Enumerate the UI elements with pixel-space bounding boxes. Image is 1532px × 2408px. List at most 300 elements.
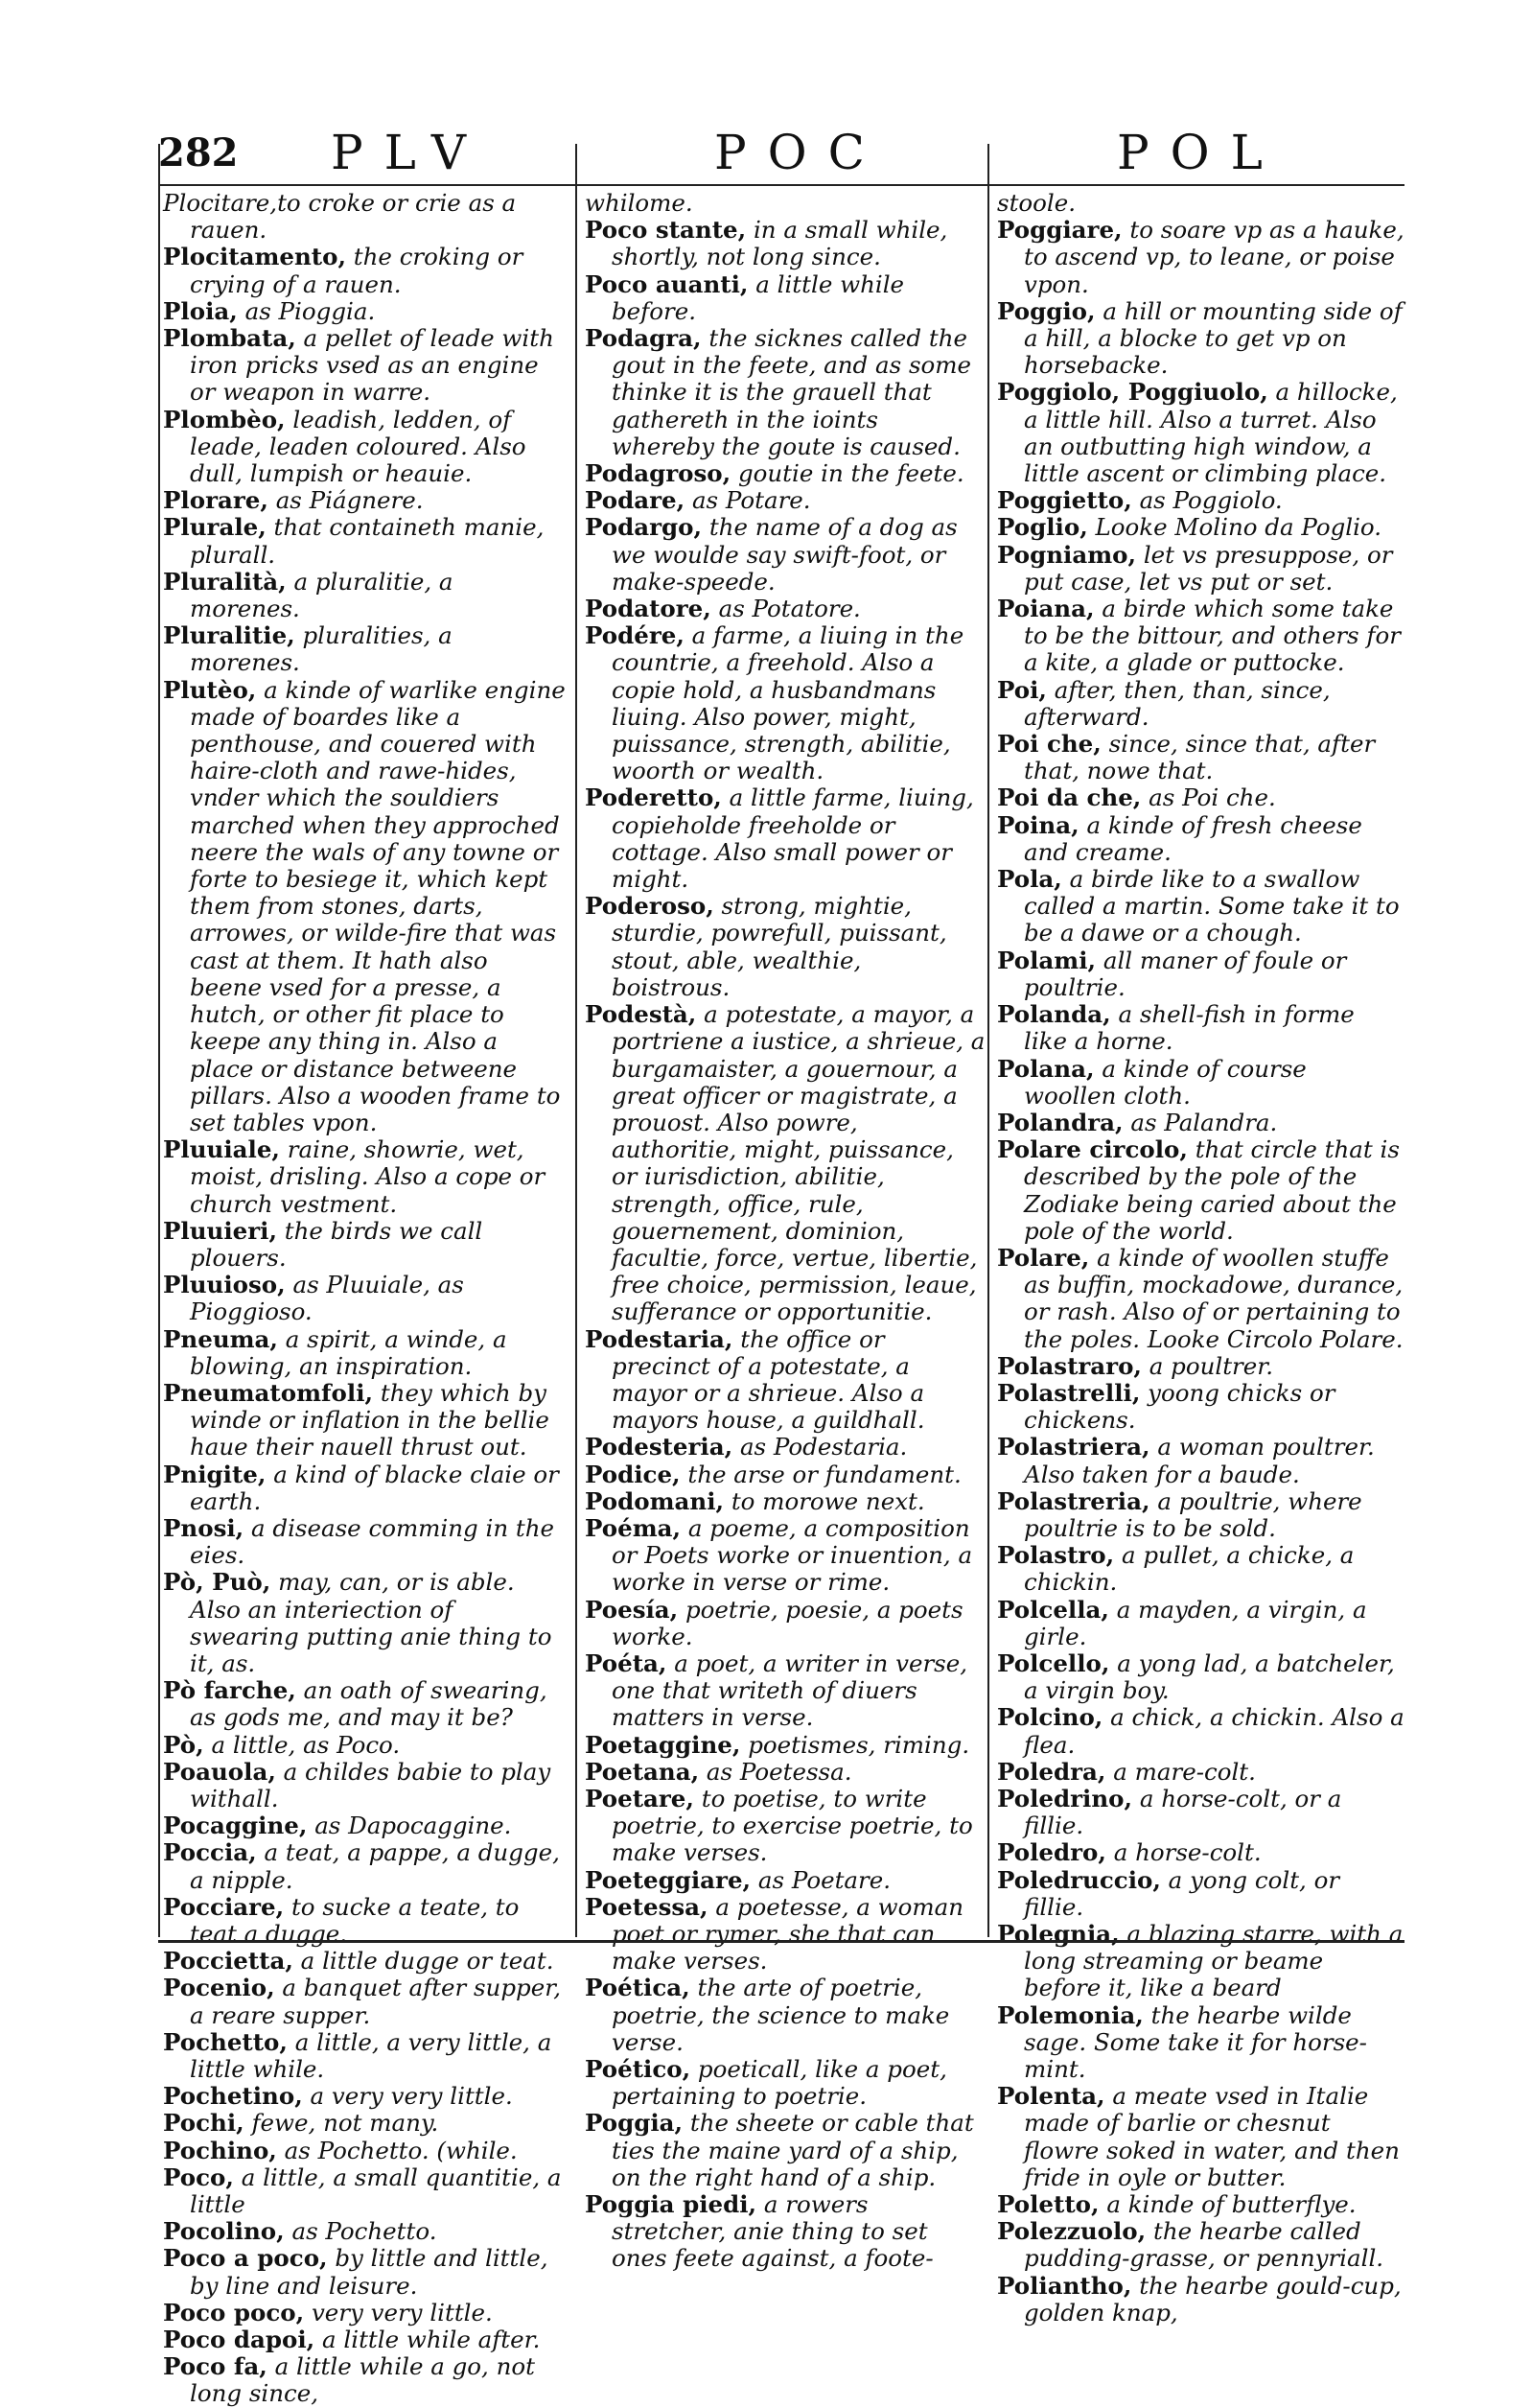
definition: a meate vsed in Italie made of barlie or chesnut flowre soked in water, and then fride in oyle or butter. bbox=[1024, 2082, 1400, 2191]
headword: Polastrelli, bbox=[997, 1378, 1141, 1407]
dictionary-entry bbox=[163, 2029, 566, 2083]
definition: as Poetare. bbox=[757, 1865, 892, 1894]
dictionary-entry bbox=[585, 1488, 986, 1515]
dictionary-entry bbox=[585, 1786, 986, 1867]
definition: a little while after. bbox=[322, 2326, 541, 2354]
dictionary-entry bbox=[163, 569, 566, 622]
dictionary-entry bbox=[585, 325, 986, 460]
dictionary-entry bbox=[997, 1839, 1404, 1866]
headword: Podagroso, bbox=[585, 459, 731, 488]
headword: Poledra, bbox=[997, 1757, 1106, 1786]
dictionary-entry bbox=[163, 2326, 566, 2353]
definition: to poetise, to write poetrie, to exercise poetrie, to make verses. bbox=[612, 1784, 973, 1867]
headword: Poccietta, bbox=[163, 1947, 293, 1975]
headword: Pogniamo, bbox=[997, 540, 1137, 569]
headword: Poetaggine, bbox=[585, 1730, 741, 1759]
definition: the hearbe wilde sage. Some take it for horse-mint. bbox=[1024, 2000, 1367, 2084]
headword: Poco poco, bbox=[163, 2298, 305, 2326]
definition: a poeme, a composition or Poets worke or inuention, a worke in verse or rime. bbox=[612, 1513, 973, 1597]
dictionary-entry bbox=[163, 514, 566, 568]
dictionary-entry bbox=[163, 1812, 566, 1839]
definition: a birde like to a swallow called a martin. Some take it to be a dawe or a chough. bbox=[1024, 865, 1400, 947]
definition: leadish, ledden, of leade, leaden coloured. Also dull, lumpish or heauie. bbox=[190, 405, 526, 488]
headword: Poética, bbox=[585, 1974, 690, 2002]
definition: a kinde of fresh cheese and creame. bbox=[1024, 810, 1362, 866]
headword: Plurale, bbox=[163, 513, 267, 542]
dictionary-entry bbox=[997, 731, 1404, 784]
dictionary-entry bbox=[997, 1542, 1404, 1596]
headword: Poggia, bbox=[585, 2109, 684, 2138]
headword: Polandra, bbox=[997, 1108, 1124, 1136]
dictionary-entry bbox=[585, 1894, 986, 1975]
definition: as Poggiolo. bbox=[1139, 486, 1283, 515]
headword: Polegnia, bbox=[997, 1920, 1120, 1948]
definition: the hearbe gould-cup, golden knap, bbox=[1024, 2271, 1402, 2326]
headword: Poliantho, bbox=[997, 2271, 1132, 2300]
definition: as Potare. bbox=[691, 486, 811, 515]
running-head-middle: POC bbox=[714, 125, 886, 180]
dictionary-entry bbox=[585, 1759, 986, 1786]
dictionary-entry bbox=[997, 866, 1404, 947]
headword: Pochi, bbox=[163, 2109, 244, 2138]
headword: Polcella, bbox=[997, 1595, 1109, 1624]
dictionary-entry bbox=[163, 622, 566, 676]
dictionary-entry bbox=[163, 190, 566, 244]
definition: a little, as Poco. bbox=[211, 1730, 401, 1759]
definition: stoole. bbox=[997, 189, 1077, 217]
definition: as Poi che. bbox=[1149, 783, 1276, 812]
definition: as Pochetto. bbox=[291, 2217, 437, 2246]
dictionary-entry bbox=[585, 190, 986, 217]
definition: may, can, or is able. Also an interiection of swearing putting anie thing to it, as. bbox=[190, 1568, 552, 1677]
definition: the name of a dog as we woulde say swift-foot, or make-speede. bbox=[612, 513, 958, 596]
headword: Poesía, bbox=[585, 1595, 679, 1624]
dictionary-entry bbox=[997, 1786, 1404, 1839]
dictionary-entry bbox=[163, 407, 566, 488]
definition: a horse-colt. bbox=[1113, 1838, 1262, 1867]
dictionary-entry bbox=[585, 1867, 986, 1894]
headword: Pocolino, bbox=[163, 2217, 285, 2246]
dictionary-entry bbox=[997, 190, 1404, 217]
headword: Poggiare, bbox=[997, 216, 1123, 245]
definition: the hearbe called pudding-grasse, or pennyriall. bbox=[1024, 2217, 1384, 2273]
headword: Pluralità, bbox=[163, 567, 287, 596]
headword: Poco fa, bbox=[163, 2352, 267, 2381]
definition: a little, a small quantitie, a little bbox=[190, 2163, 562, 2219]
definition: a mare-colt. bbox=[1113, 1757, 1256, 1786]
dictionary-entry bbox=[163, 1975, 566, 2028]
definition: a little while before. bbox=[612, 269, 905, 325]
headword: Plombèo, bbox=[163, 405, 286, 433]
definition: as Podestaria. bbox=[739, 1433, 908, 1461]
dictionary-entry bbox=[163, 2083, 566, 2110]
definition: the sicknes called the gout in the feete, and as some thinke it is the grauell that gathereth in the ioints whereby the goute is caused. bbox=[612, 324, 972, 460]
definition: a poet, a writer in verse, one that writeth of diuers matters in verse. bbox=[612, 1648, 968, 1732]
definition: the birds we call plouers. bbox=[190, 1216, 483, 1272]
headword: Poletto, bbox=[997, 2190, 1100, 2219]
dictionary-entry bbox=[585, 622, 986, 784]
headword: Ploia, bbox=[163, 296, 238, 325]
headword: Poggia piedi, bbox=[585, 2190, 757, 2219]
dictionary-entry bbox=[163, 1326, 566, 1380]
definition: a very very little. bbox=[310, 2082, 513, 2111]
headword: Pò farche, bbox=[163, 1676, 296, 1705]
headword: Poledro, bbox=[997, 1838, 1106, 1867]
definition: to morowe next. bbox=[731, 1486, 925, 1515]
definition: a little dugge or teat. bbox=[300, 1947, 554, 1975]
definition: a little farme, liuing, copieholde freeholde or cottage. Also small power or might. bbox=[612, 783, 974, 894]
definition: a woman poultrer. Also taken for a baude. bbox=[1024, 1433, 1375, 1488]
definition: to sucke a teate, to teat a dugge. bbox=[190, 1892, 520, 1948]
page-number: 282 bbox=[158, 130, 239, 175]
headword: Podatore, bbox=[585, 595, 711, 623]
header-rule bbox=[158, 184, 1404, 186]
dictionary-entry bbox=[163, 1839, 566, 1893]
dictionary-entry bbox=[997, 596, 1404, 677]
definition: as Poetessa. bbox=[706, 1757, 852, 1786]
headword: Poi da che, bbox=[997, 783, 1142, 812]
definition: as Piágnere. bbox=[275, 486, 424, 515]
footer-rule bbox=[158, 1940, 1404, 1943]
definition: a kind of blacke claie or earth. bbox=[190, 1460, 559, 1515]
dictionary-entry bbox=[997, 784, 1404, 811]
headword: Podére, bbox=[585, 621, 685, 650]
column-2 bbox=[585, 189, 986, 2273]
dictionary-entry bbox=[163, 1461, 566, 1515]
definition: a farme, a liuing in the countrie, a freehold. Also a copie hold, a husbandmans liuing. Also power, might, puissance, strength, abilitie, woorth or wealth. bbox=[612, 621, 964, 785]
headword: Poco a poco, bbox=[163, 2244, 328, 2273]
headword: Poco dapoi, bbox=[163, 2326, 315, 2354]
dictionary-entry bbox=[585, 271, 986, 325]
headword: Polenta, bbox=[997, 2082, 1105, 2111]
dictionary-entry bbox=[997, 487, 1404, 514]
definition: they which by winde or inflation in the bellie haue their nauell thrust out. bbox=[190, 1378, 549, 1461]
headword: Pocciare, bbox=[163, 1892, 285, 1921]
dictionary-entry bbox=[585, 487, 986, 514]
definition: a hill or mounting side of a hill, a blocke to get vp on horsebacke. bbox=[1024, 296, 1403, 380]
dictionary-entry bbox=[163, 1272, 566, 1325]
headword: Plorare, bbox=[163, 486, 268, 515]
dictionary-entry bbox=[585, 1732, 986, 1759]
headword: Poiana, bbox=[997, 595, 1095, 623]
dictionary-entry bbox=[585, 2056, 986, 2110]
definition: a little, a very little, a little while. bbox=[190, 2027, 552, 2084]
definition: poeticall, like a poet, pertaining to poetrie. bbox=[612, 2055, 947, 2111]
headword: Pochetto, bbox=[163, 2027, 288, 2056]
definition: as Dapocaggine. bbox=[314, 1812, 512, 1840]
dictionary-entry bbox=[997, 2218, 1404, 2272]
headword: Podomani, bbox=[585, 1486, 725, 1515]
definition: the sheete or cable that ties the maine yard of a ship, on the right hand of a ship. bbox=[612, 2109, 974, 2191]
definition: strong, mightie, sturdie, powrefull, puissant, stout, able, wealthie, boistrous. bbox=[612, 892, 947, 1001]
definition: that containeth manie, plurall. bbox=[190, 513, 545, 569]
headword: Poggiolo, Poggiuolo, bbox=[997, 378, 1268, 407]
dictionary-entry bbox=[163, 2218, 566, 2245]
running-head-right: POL bbox=[1117, 125, 1284, 180]
headword: Pochino, bbox=[163, 2136, 277, 2164]
definition: a pluralitie, a morenes. bbox=[190, 567, 453, 623]
definition: poetrie, poesie, a poets worke. bbox=[612, 1595, 963, 1650]
headword: Poledrino, bbox=[997, 1784, 1133, 1812]
dictionary-entry bbox=[163, 677, 566, 1136]
headword: Poccia, bbox=[163, 1838, 257, 1867]
headword: Pnosi, bbox=[163, 1513, 244, 1542]
dictionary-entry bbox=[997, 1434, 1404, 1487]
headword: Podestaria, bbox=[585, 1324, 733, 1353]
dictionary-entry bbox=[997, 947, 1404, 1001]
headword: Polanda, bbox=[997, 1000, 1111, 1029]
headword: Pneuma, bbox=[163, 1324, 278, 1353]
headword: Poetana, bbox=[585, 1757, 700, 1786]
headword: Poeteggiare, bbox=[585, 1865, 752, 1894]
headword: Polcino, bbox=[997, 1703, 1103, 1732]
headword: Pluuioso, bbox=[163, 1271, 286, 1299]
definition: the arte of poetrie, poetrie, the science to make verse. bbox=[612, 1974, 950, 2056]
dictionary-entry bbox=[163, 1136, 566, 1218]
headword: Poético, bbox=[585, 2055, 691, 2084]
definition: fewe, not many. bbox=[251, 2109, 439, 2138]
definition: all maner of foule or poultrie. bbox=[1024, 946, 1347, 1001]
definition: a kinde of course woollen cloth. bbox=[1024, 1054, 1307, 1110]
dictionary-entry bbox=[163, 298, 566, 325]
headword: Poéma, bbox=[585, 1513, 682, 1542]
headword: Polastraro, bbox=[997, 1351, 1142, 1380]
definition: a birde which some take to be the bittour, and others for a kite, a glade or puttocke. bbox=[1024, 595, 1401, 677]
definition: as Pioggia. bbox=[244, 296, 376, 325]
headword: Pluuiale, bbox=[163, 1135, 280, 1164]
dictionary-entry bbox=[585, 893, 986, 1001]
definition: very very little. bbox=[311, 2298, 493, 2326]
page-header bbox=[158, 125, 1404, 184]
dictionary-entry bbox=[997, 514, 1404, 541]
headword: Poina, bbox=[997, 810, 1079, 839]
dictionary-entry bbox=[585, 460, 986, 487]
definition: a poetesse, a woman poet or rymer, she that can make verses. bbox=[612, 1892, 964, 1975]
headword: Plocitamento, bbox=[163, 243, 346, 271]
dictionary-entry bbox=[997, 2191, 1404, 2218]
dictionary-entry bbox=[997, 1056, 1404, 1110]
dictionary-entry bbox=[163, 1948, 566, 1975]
definition: as Palandra. bbox=[1130, 1108, 1278, 1136]
dictionary-entry bbox=[163, 1515, 566, 1569]
headword: Polana, bbox=[997, 1054, 1095, 1083]
definition: as Potatore. bbox=[718, 595, 861, 623]
dictionary-entry bbox=[163, 1569, 566, 1677]
dictionary-entry bbox=[163, 2245, 566, 2299]
definition: a pellet of leade with iron pricks vsed as an engine or weapon in warre. bbox=[190, 324, 554, 407]
dictionary-entry bbox=[163, 1218, 566, 1272]
dictionary-entry bbox=[997, 677, 1404, 731]
definition: yoong chicks or chickens. bbox=[1024, 1378, 1335, 1435]
headword: Pneumatomfoli, bbox=[163, 1378, 374, 1407]
headword: Poauola, bbox=[163, 1757, 276, 1786]
headword: Pochetino, bbox=[163, 2082, 303, 2111]
dictionary-entry bbox=[997, 1136, 1404, 1245]
headword: Polastro, bbox=[997, 1541, 1115, 1570]
definition: a teat, a pappe, a dugge, a nipple. bbox=[190, 1838, 560, 1894]
dictionary-entry bbox=[585, 1434, 986, 1461]
dictionary-entry bbox=[163, 244, 566, 297]
definition: that circle that is described by the pole of the Zodiake being caried about the pole of the world. bbox=[1024, 1135, 1400, 1245]
headword: Podargo, bbox=[585, 513, 703, 542]
dictionary-entry bbox=[997, 298, 1404, 380]
dictionary-entry bbox=[585, 1001, 986, 1325]
definition: whilome. bbox=[585, 189, 693, 217]
headword: Podagra, bbox=[585, 324, 702, 353]
definition: an oath of swearing, as gods me, and may it be? bbox=[190, 1676, 547, 1732]
definition: pluralities, a morenes. bbox=[190, 621, 453, 677]
definition: a pullet, a chicke, a chickin. bbox=[1024, 1541, 1355, 1597]
dictionary-entry bbox=[997, 217, 1404, 298]
definition: the office or precinct of a potestate, a mayor or a shrieue. Also a mayors house, a guildhall. bbox=[612, 1324, 925, 1435]
headword: Polastriera, bbox=[997, 1433, 1150, 1461]
dictionary-entry bbox=[163, 2353, 566, 2407]
headword: Pnigite, bbox=[163, 1460, 267, 1488]
headword: Poderetto, bbox=[585, 783, 722, 812]
definition: a chick, a chickin. Also a flea. bbox=[1024, 1703, 1404, 1759]
headword: Poi, bbox=[997, 675, 1047, 704]
definition: a kinde of warlike engine made of boardes like a penthouse, and couered with haire-cloth and rawe-hides, vnder which the souldiers marched when they approched neere the wals of any towne or forte to besiege it, which kept them from stones, darts, arrowes, or wilde-fire that was cast at them. It hath also beene vsed for a presse, a hutch, or other fit place to keepe any thing in. Also a place or distance betweene pillars. Also a wooden frame to set tables vpon. bbox=[190, 675, 566, 1136]
headword: Polami, bbox=[997, 946, 1097, 974]
definition: let vs presuppose, or put case, let vs put or set. bbox=[1024, 540, 1393, 596]
headword: Polare, bbox=[997, 1243, 1090, 1272]
definition: by little and little, by line and leisure. bbox=[190, 2244, 548, 2300]
headword: Poggio, bbox=[997, 296, 1096, 325]
definition: a spirit, a winde, a blowing, an inspiration. bbox=[190, 1324, 507, 1380]
dictionary-entry bbox=[585, 784, 986, 893]
dictionary-entry bbox=[997, 1650, 1404, 1704]
column-1 bbox=[163, 189, 566, 2408]
headword: Poggietto, bbox=[997, 486, 1132, 515]
definition: a blazing starre, with a long streaming or beame before it, like a beard bbox=[1024, 1920, 1404, 2002]
dictionary-entry bbox=[997, 1001, 1404, 1055]
definition: since, since that, after that, nowe that. bbox=[1024, 730, 1376, 785]
dictionary-entry bbox=[163, 325, 566, 407]
dictionary-entry bbox=[997, 542, 1404, 596]
dictionary-entry bbox=[163, 2110, 566, 2137]
definition: goutie in the feete. bbox=[737, 459, 964, 488]
dictionary-entry bbox=[997, 1921, 1404, 2002]
definition: a childes babie to play withall. bbox=[190, 1757, 551, 1812]
dictionary-entry bbox=[997, 1380, 1404, 1434]
dictionary-entry bbox=[585, 596, 986, 622]
definition: a disease comming in the eies. bbox=[190, 1513, 555, 1570]
dictionary-entry bbox=[997, 2273, 1404, 2326]
dictionary-entry bbox=[585, 1515, 986, 1597]
headword: Podice, bbox=[585, 1460, 681, 1488]
headword: Pluralitie, bbox=[163, 621, 295, 650]
dictionary-entry bbox=[585, 1461, 986, 1488]
headword: Poglio, bbox=[997, 513, 1088, 542]
dictionary-entry bbox=[163, 1677, 566, 1731]
definition: a kinde of woollen stuffe as buffin, mockadowe, durance, or rash. Also of or pertaining to the poles. Looke Circolo Polare. bbox=[1024, 1243, 1404, 1353]
definition: as Pochetto. (while. bbox=[284, 2136, 518, 2164]
headword: Pola, bbox=[997, 865, 1062, 894]
headword: Plutèo, bbox=[163, 675, 257, 704]
dictionary-entry bbox=[997, 1245, 1404, 1353]
dictionary-entry bbox=[585, 1975, 986, 2056]
headword: Podestà, bbox=[585, 1000, 697, 1029]
headword: Podare, bbox=[585, 486, 685, 515]
dictionary-entry bbox=[585, 2191, 986, 2273]
headword: Poco auanti, bbox=[585, 269, 749, 298]
running-head-left: PLV bbox=[331, 125, 488, 180]
headword: Podesteria, bbox=[585, 1433, 733, 1461]
headword: Poéta, bbox=[585, 1648, 667, 1677]
headword: Poledruccio, bbox=[997, 1865, 1161, 1894]
dictionary-entry bbox=[163, 2300, 566, 2326]
headword: Poco stante, bbox=[585, 216, 747, 245]
dictionary-entry bbox=[585, 1326, 986, 1435]
definition: a poultrer. bbox=[1149, 1351, 1274, 1380]
headword: Poetare, bbox=[585, 1784, 694, 1812]
headword: Pluuieri, bbox=[163, 1216, 277, 1245]
definition: a hillocke, a little hill. Also a turret. Also an outbutting high window, a little ascent or climbing place. bbox=[1024, 378, 1398, 488]
definition: a yong lad, a batcheler, a virgin boy. bbox=[1024, 1648, 1395, 1705]
dictionary-entry bbox=[163, 1732, 566, 1759]
dictionary-entry bbox=[997, 379, 1404, 487]
dictionary-entry bbox=[585, 217, 986, 270]
dictionary-entry bbox=[997, 2002, 1404, 2084]
headword: Pocaggine, bbox=[163, 1812, 308, 1840]
column-rule-left bbox=[158, 144, 160, 1937]
dictionary-entry bbox=[163, 2164, 566, 2218]
definition: the arse or fundament. bbox=[687, 1460, 962, 1488]
headword: Polcello, bbox=[997, 1648, 1110, 1677]
column-rule-1 bbox=[575, 144, 577, 1937]
dictionary-entry bbox=[585, 1597, 986, 1650]
headword: Poco, bbox=[163, 2163, 234, 2191]
dictionary-entry bbox=[997, 1597, 1404, 1650]
headword: Plombata, bbox=[163, 324, 296, 353]
headword: Pocenio, bbox=[163, 1974, 275, 2002]
definition: a little while a go, not long since, bbox=[190, 2352, 536, 2408]
definition: Looke Molino da Poglio. bbox=[1095, 513, 1382, 542]
definition: a banquet after supper, a reare supper. bbox=[190, 1974, 562, 2029]
headword: Poetessa, bbox=[585, 1892, 708, 1921]
headword: Pò, Può, bbox=[163, 1568, 271, 1597]
dictionary-entry bbox=[163, 2138, 566, 2164]
definition: Plocitare,to croke or crie as a rauen. bbox=[163, 189, 517, 245]
dictionary-entry bbox=[997, 1704, 1404, 1758]
dictionary-entry bbox=[585, 2110, 986, 2191]
definition: a horse-colt, or a fillie. bbox=[1024, 1784, 1342, 1840]
dictionary-entry bbox=[997, 2083, 1404, 2191]
definition: poetismes, riming. bbox=[748, 1730, 970, 1759]
definition: a kinde of butterflye. bbox=[1106, 2190, 1357, 2219]
definition: a potestate, a mayor, a portriene a iustice, a shrieue, a burgamaister, a gouernour, a great officer or magistrate, a prouost. Also powre, authoritie, might, puissance, or iurisdiction, abilitie, strength, office, rule, gouernement, dominion, facultie, force, vertue, libertie, free choice, permission, leaue, sufferance or opportunitie. bbox=[612, 1000, 986, 1326]
headword: Polare circolo, bbox=[997, 1135, 1188, 1164]
dictionary-entry bbox=[997, 1110, 1404, 1136]
dictionary-entry bbox=[163, 1759, 566, 1812]
definition: a yong colt, or fillie. bbox=[1024, 1865, 1340, 1921]
definition: in a small while, shortly, not long since. bbox=[612, 216, 948, 271]
dictionary-entry bbox=[997, 812, 1404, 866]
headword: Poderoso, bbox=[585, 892, 714, 921]
dictionary-entry bbox=[997, 1759, 1404, 1786]
definition: after, then, than, since, afterward. bbox=[1024, 675, 1331, 731]
definition: a mayden, a virgin, a girle. bbox=[1024, 1595, 1367, 1650]
dictionary-entry bbox=[997, 1353, 1404, 1380]
column-rule-2 bbox=[987, 144, 989, 1937]
definition: a poultrie, where poultrie is to be sold. bbox=[1024, 1486, 1362, 1542]
definition: raine, showrie, wet, moist, drisling. Also a cope or church vestment. bbox=[190, 1135, 545, 1218]
dictionary-entry bbox=[997, 1488, 1404, 1542]
definition: the croking or crying of a rauen. bbox=[190, 243, 523, 298]
definition: a rowers stretcher, anie thing to set ones feete against, a foote- bbox=[612, 2190, 934, 2273]
definition: as Pluuiale, as Pioggioso. bbox=[190, 1271, 464, 1326]
dictionary-entry bbox=[585, 1650, 986, 1732]
